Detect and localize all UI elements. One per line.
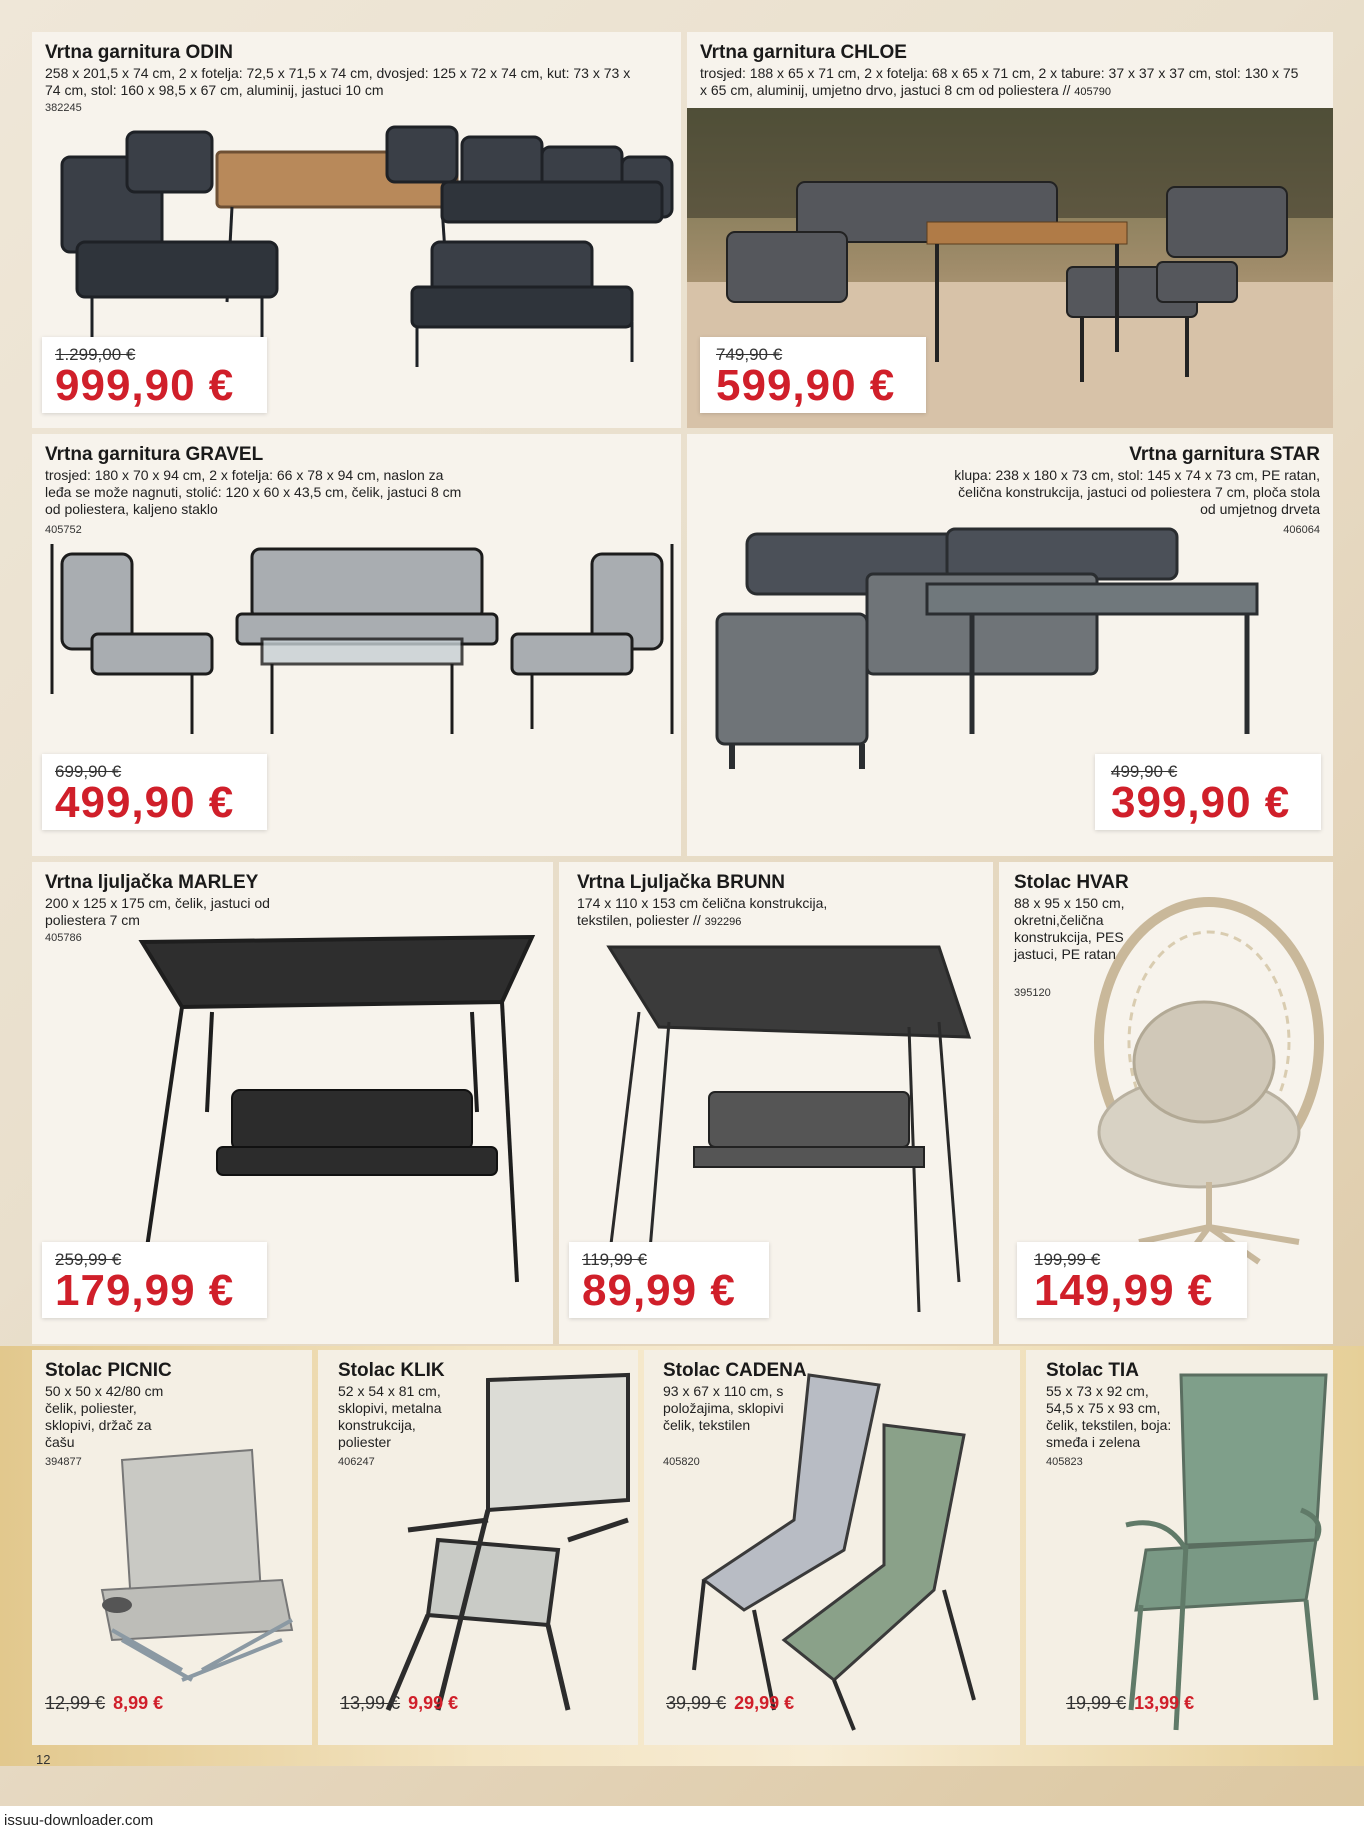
product-description: 174 x 110 x 153 cm čelična konstrukcija, tekstilen, poliester // 392296: [577, 895, 828, 928]
old-price: 1.299,00 €: [55, 345, 136, 364]
product-card-picnic[interactable]: [32, 1350, 312, 1745]
product-code: 406064: [1283, 524, 1320, 536]
footer-watermark: issuu-downloader.com: [4, 1812, 154, 1829]
page-number: 12: [36, 1752, 51, 1767]
price-line: [340, 1693, 458, 1714]
footer-bar: [0, 1806, 1364, 1834]
product-title: Stolac CADENA: [663, 1360, 807, 1381]
new-price: 149,99 €: [1034, 1266, 1214, 1315]
new-price: 999,90 €: [55, 361, 235, 410]
product-title: Stolac PICNIC: [45, 1360, 172, 1381]
product-description: 258 x 201,5 x 74 cm, 2 x fotelja: 72,5 x 71,5 x 74 cm, dvosjed: 125 x 72 x 74 cm, kut: 73 x 73 x 74 cm, stol: 160 x 98,5 x 67 cm, aluminij, jastuci 10 cm: [45, 65, 631, 98]
price-box: [42, 754, 267, 830]
price-line: [45, 1693, 163, 1714]
product-code: 405752: [45, 524, 82, 536]
product-description: trosjed: 180 x 70 x 94 cm, 2 x fotelja: 66 x 78 x 94 cm, naslon za leđa se može nagnuti, stolić: 120 x 60 x 43,5 cm, čelik, jastuci 8 cm od poliestera, kaljeno staklo: [45, 467, 462, 517]
product-code: 392296: [704, 916, 742, 928]
product-card-chloe[interactable]: [687, 32, 1333, 428]
product-title: Stolac HVAR: [1014, 872, 1129, 893]
product-card-klik[interactable]: [318, 1350, 638, 1745]
old-price: 12,99 €: [45, 1693, 106, 1713]
product-title: Stolac TIA: [1046, 1360, 1139, 1381]
product-title: Vrtna garnitura STAR: [1129, 444, 1320, 465]
old-price: 119,99 €: [582, 1250, 647, 1269]
new-price: 399,90 €: [1111, 778, 1291, 827]
product-code: 405786: [45, 932, 82, 944]
new-price: 599,90 €: [716, 361, 896, 410]
new-price: 499,90 €: [55, 778, 235, 827]
price-box: [700, 337, 926, 413]
product-description: trosjed: 188 x 65 x 71 cm, 2 x fotelja: 68 x 65 x 71 cm, 2 x tabure: 37 x 37 x 37 cm, stol: 130 x 75 x 65 cm, aluminij, umjetno drvo, jastuci 8 cm od poliestera // 405790: [700, 65, 1299, 98]
price-line: [1066, 1693, 1194, 1714]
price-box: [42, 1242, 267, 1318]
price-box: [1095, 754, 1321, 830]
product-description: 50 x 50 x 42/80 cm čelik, poliester, sklopivi, držač za čašu: [45, 1383, 164, 1450]
new-price: 13,99 €: [1134, 1693, 1195, 1713]
product-description: 200 x 125 x 175 cm, čelik, jastuci od poliestera 7 cm: [45, 895, 270, 928]
product-description: 88 x 95 x 150 cm, okretni,čelična konstrukcija, PES jastuci, PE ratan: [1014, 895, 1125, 962]
old-price: 499,90 €: [1111, 762, 1178, 781]
product-description: klupa: 238 x 180 x 73 cm, stol: 145 x 74 x 73 cm, PE ratan, čelična konstrukcija, jastuci od poliestera 7 cm, ploča stola od umjetnog drveta: [954, 467, 1320, 517]
old-price: 13,99 €: [340, 1693, 401, 1713]
product-card-gravel[interactable]: [32, 434, 681, 856]
price-box: [42, 337, 267, 413]
product-title: Vrtna Ljuljačka BRUNN: [577, 872, 786, 893]
product-code: 406247: [338, 1456, 375, 1468]
product-title: Stolac KLIK: [338, 1360, 445, 1381]
product-title: Vrtna garnitura CHLOE: [700, 42, 907, 63]
product-code: 382245: [45, 102, 82, 114]
new-price: 8,99 €: [113, 1693, 164, 1713]
product-card-brunn[interactable]: [559, 862, 993, 1344]
old-price: 39,99 €: [666, 1693, 727, 1713]
new-price: 9,99 €: [408, 1693, 459, 1713]
product-card-hvar[interactable]: [999, 862, 1333, 1344]
product-title: Vrtna garnitura ODIN: [45, 42, 233, 63]
old-price: 259,99 €: [55, 1250, 122, 1269]
product-card-cadena[interactable]: [644, 1350, 1020, 1745]
product-code: 395120: [1014, 987, 1051, 999]
old-price: 699,90 €: [55, 762, 122, 781]
new-price: 179,99 €: [55, 1266, 235, 1315]
new-price: 89,99 €: [582, 1266, 736, 1315]
product-description: 52 x 54 x 81 cm, sklopivi, metalna konstrukcija, poliester: [338, 1383, 442, 1450]
old-price: 199,99 €: [1034, 1250, 1101, 1269]
product-code: 394877: [45, 1456, 82, 1468]
product-card-marley[interactable]: [32, 862, 553, 1344]
price-line: [666, 1693, 794, 1714]
product-description: 55 x 73 x 92 cm, 54,5 x 75 x 93 cm, čelik, tekstilen, boja: smeđa i zelena: [1046, 1383, 1172, 1450]
old-price: 749,90 €: [716, 345, 783, 364]
product-code: 405790: [1074, 86, 1111, 98]
product-card-odin[interactable]: [32, 32, 681, 428]
product-code: 405820: [663, 1456, 700, 1468]
product-card-star[interactable]: [687, 434, 1333, 856]
product-code: 405823: [1046, 1456, 1083, 1468]
product-title: Vrtna garnitura GRAVEL: [45, 444, 264, 465]
old-price: 19,99 €: [1066, 1693, 1127, 1713]
price-box: [569, 1242, 769, 1318]
product-description: 93 x 67 x 110 cm, s položajima, sklopivi čelik, tekstilen: [663, 1383, 784, 1433]
new-price: 29,99 €: [734, 1693, 795, 1713]
product-card-tia[interactable]: [1026, 1350, 1333, 1745]
product-title: Vrtna ljuljačka MARLEY: [45, 872, 259, 893]
price-box: [1017, 1242, 1247, 1318]
